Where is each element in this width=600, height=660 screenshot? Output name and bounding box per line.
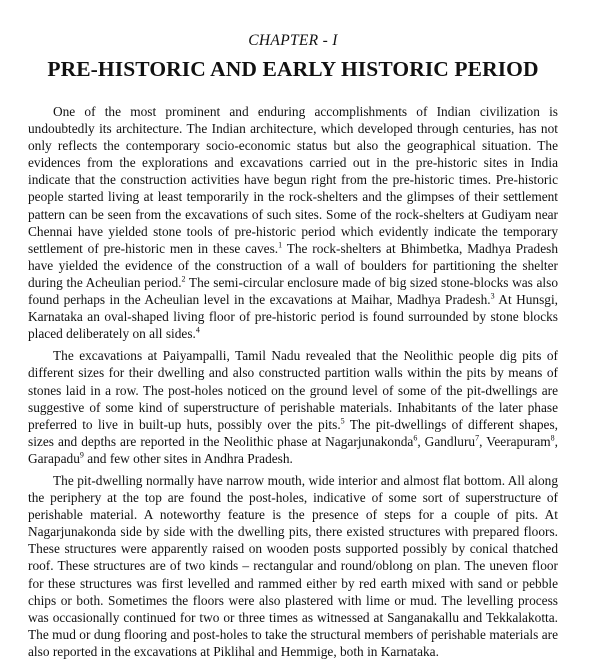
- paragraph-text: The semi-circular enclosure made of big sized stone-blocks was also found perhaps in the Acheulian level in the excavations at Maihar, Madhya Pradesh.: [28, 274, 558, 308]
- footnote-ref: 6: [413, 433, 418, 443]
- paragraph-text: The rock-shelters at Bhimbetka, Madhya Pradesh have yielded the evidence of the construction of a wall of boulders for partitioning the shelter during the Acheulian period.: [28, 240, 558, 290]
- footnote-ref: 4: [195, 325, 200, 335]
- paragraph: [28, 347, 558, 467]
- paragraph-text: , Gandluru: [417, 433, 476, 449]
- paragraph-text: , Veerapuram: [479, 433, 551, 449]
- footnote-ref: 7: [475, 433, 480, 443]
- paragraph: [28, 103, 558, 342]
- body-text: [28, 103, 558, 660]
- paragraph-text: One of the most prominent and enduring accomplishments of Indian civilization is undoubtedly its architecture. The Indian architecture, which developed through centuries, has not only reflects the contemporary socio-economic status but also the geographical situation. The evidences from the explorations and excavations carried out in the pre-historic sites in India indicate that the construction activities have begun right from the pre-historic times. Pre-historic people started living at least temporarily in the rock-shelters and the glimpses of their settlement pattern can be seen from the excavations of such sites. Some of the rock-shelters at Gudiyam near Chennai have yielded stone tools of pre-historic period which evidently indicate the temporary settlement of pre-historic men in these caves.: [28, 104, 558, 256]
- footnote-ref: 2: [181, 274, 186, 284]
- footnote-ref: 1: [278, 240, 283, 250]
- paragraph-text: At Hunsgi, Karnataka an oval-shaped living floor of pre-historic period is found surrounded by stone blocks placed deliberately on all sides.: [28, 292, 558, 342]
- paragraph-text: The excavations at Paiyampalli, Tamil Nadu revealed that the Neolithic people dig pits of different sizes for their dwelling and also constructed partition walls within the pits by means of stones laid in a row. The post-holes noticed on the ground level of some of the pit-dwellings are suggestive of some kind of superstructure of perishable materials. Inhabitants of the later phase preferred to live in built-up huts, possibly over the pits.: [28, 348, 558, 432]
- paragraph-text: The pit-dwellings of different shapes, sizes and depths are reported in the Neolithic phase at Nagarjunakonda: [28, 416, 558, 449]
- footnote-ref: 3: [490, 291, 495, 301]
- footnote-ref: 9: [79, 450, 84, 460]
- paragraph-text: , Garapadu: [28, 433, 558, 466]
- paragraph-text: and few other sites in Andhra Pradesh.: [83, 450, 293, 466]
- paragraph: [28, 472, 558, 660]
- paragraph-text: The pit-dwelling normally have narrow mouth, wide interior and almost flat bottom. All along the periphery at the top are found the post-holes, indicative of some sort of superstructure of perishable material. A noteworthy feature is the presence of steps for a couple of pits. At Nagarjunakonda side by side with the dwelling pits, there existed structures with prepared floors. These structures were apparently raised on wooden posts supported possibly by conical thatched roof. These structures are of two kinds – rectangular and round/oblong on plan. The uneven floor for these structures was first levelled and rammed either by red earth mixed with sand or pebble chips or both. Sometimes the floors were also plastered with lime or mud. The levelling process was occasionally continued for two or three times as witnessed at Sanganakallu and Tekkalakotta. The mud or dung flooring and post-holes to take the structural members of perishable materials are also reported in the excavations at Piklihal and Hemmige, both in Karnataka.: [28, 472, 558, 659]
- footnote-ref: 8: [550, 433, 555, 443]
- chapter-title: PRE-HISTORIC AND EARLY HISTORIC PERIOD: [47, 57, 539, 81]
- chapter-label: CHAPTER - I: [248, 32, 338, 49]
- footnote-ref: 5: [340, 416, 345, 426]
